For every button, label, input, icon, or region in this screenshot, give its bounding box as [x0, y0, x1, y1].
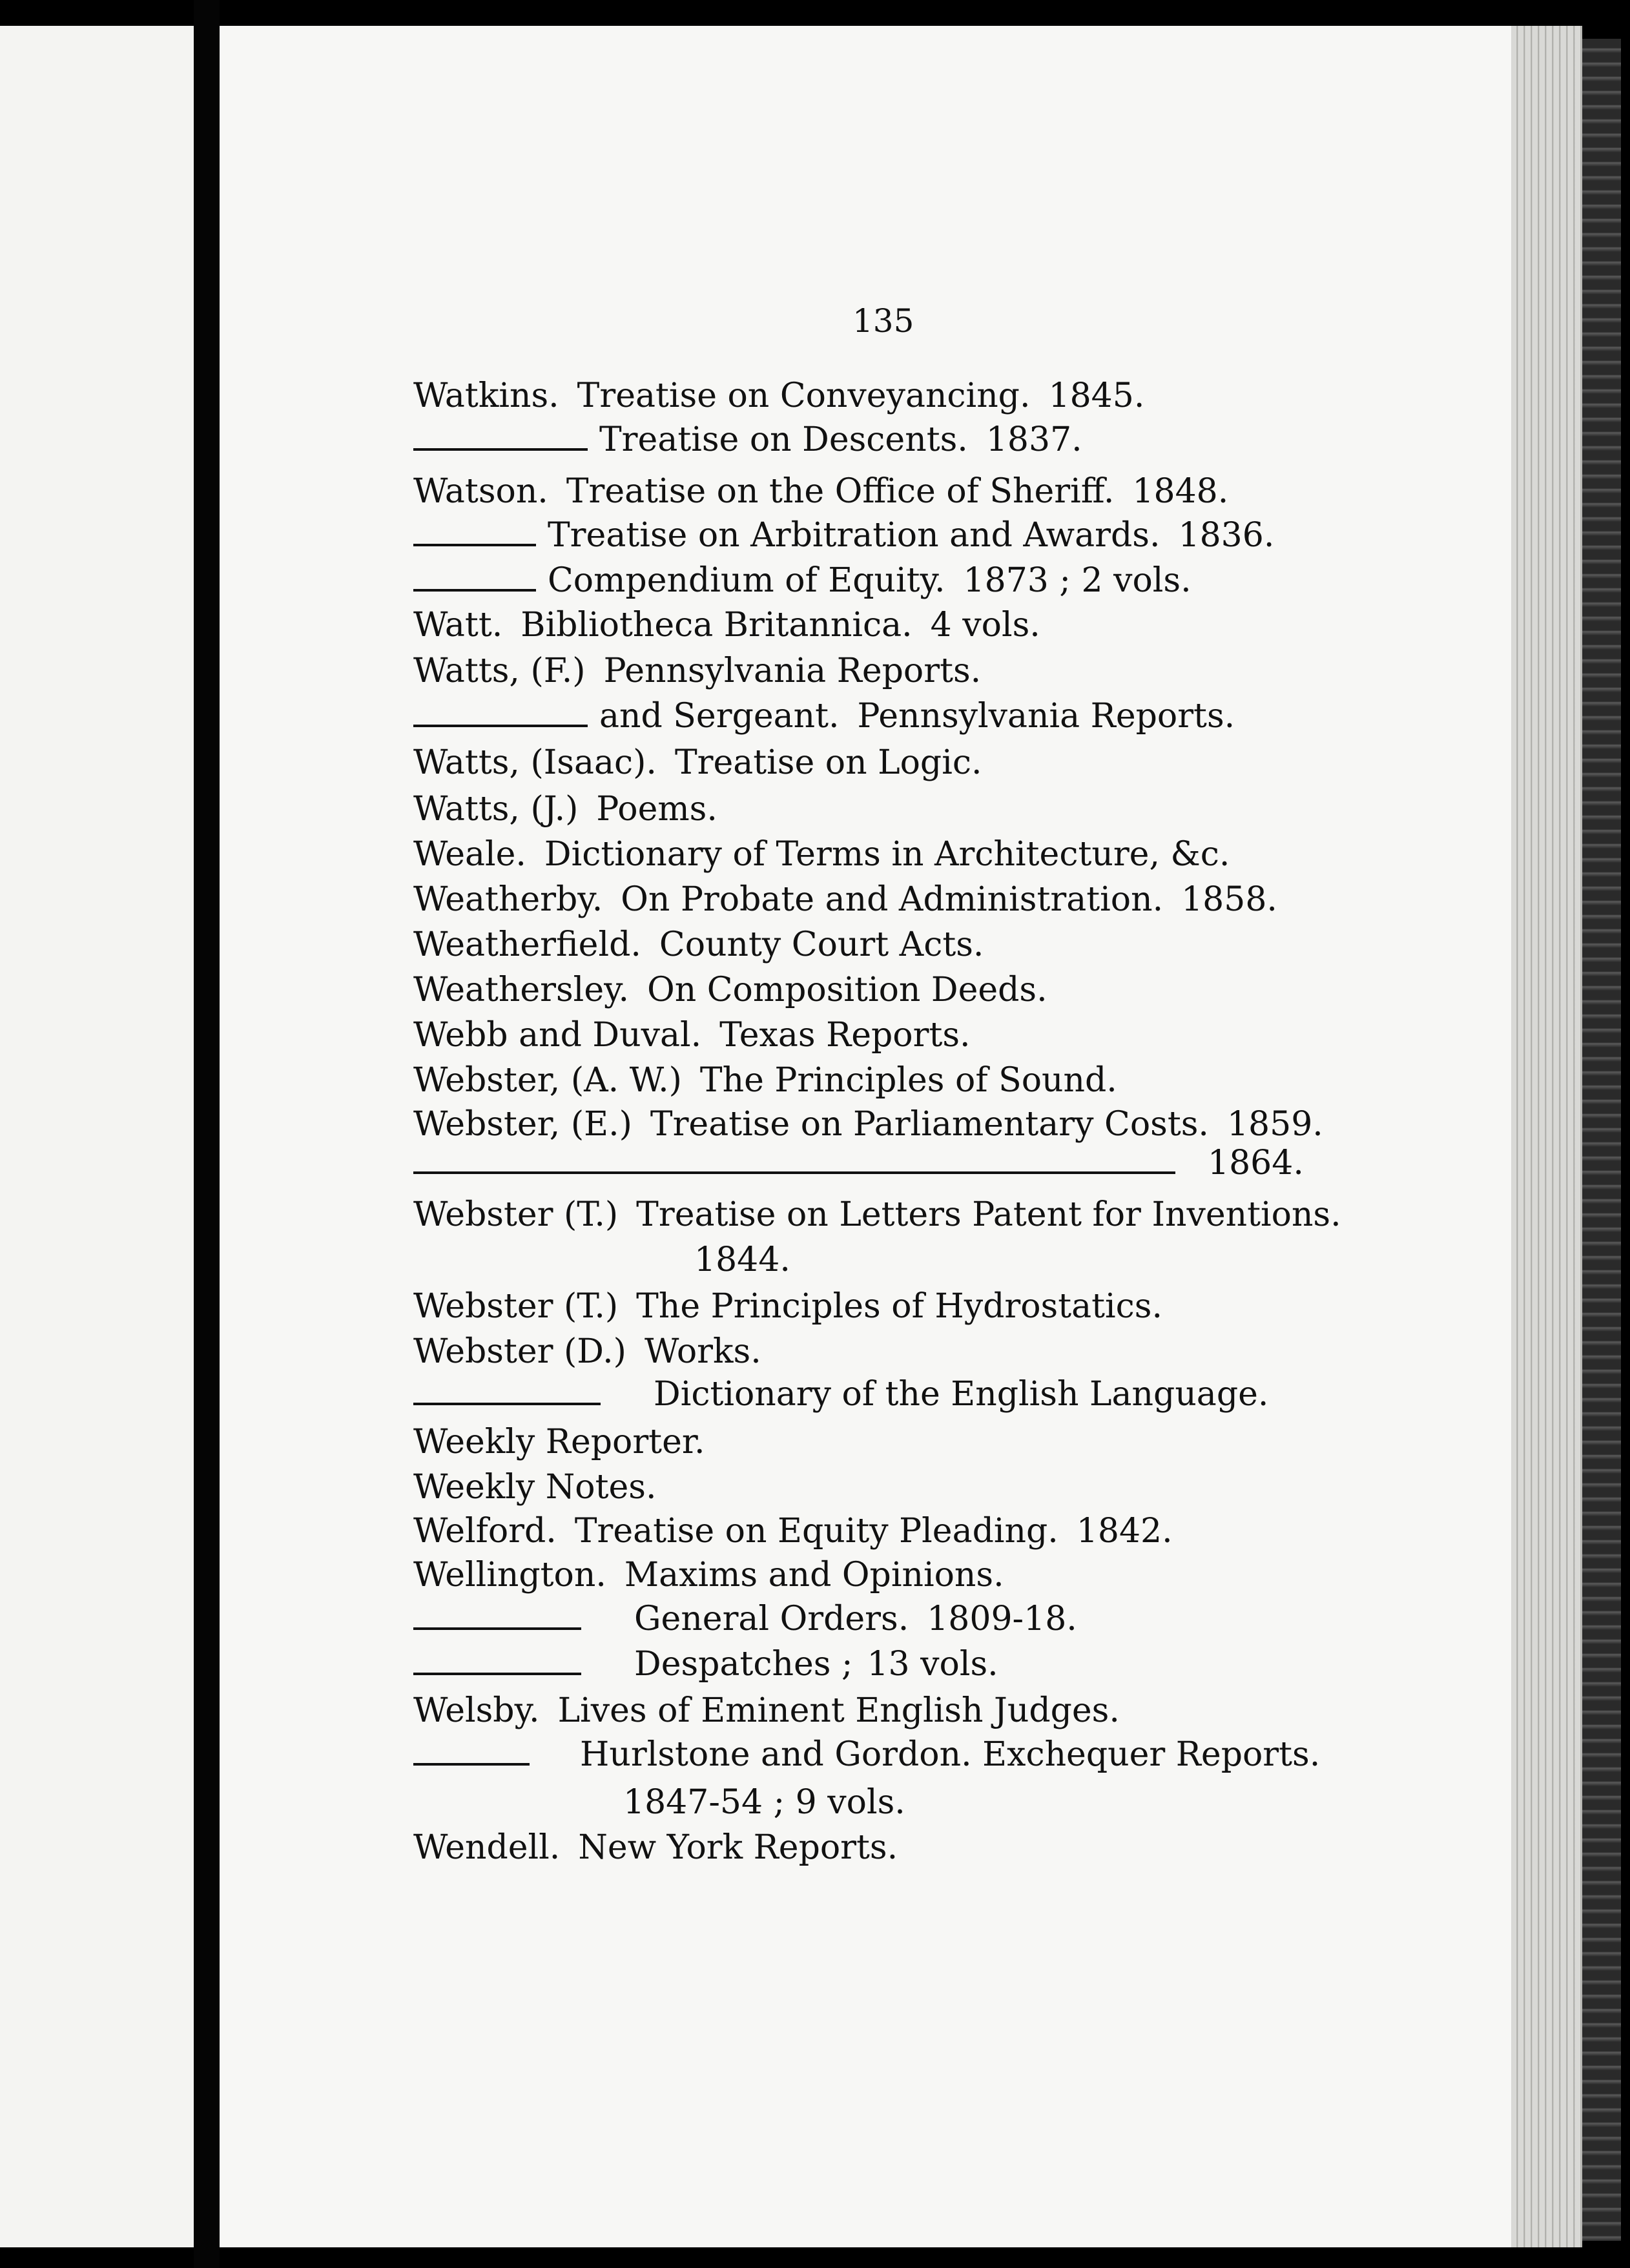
- entry-title: and Sergeant.: [599, 697, 840, 736]
- entry-title: The Principles of Sound.: [699, 1061, 1117, 1100]
- catalog-entry: [413, 515, 1274, 555]
- entry-author: Weatherfield.: [413, 925, 641, 964]
- catalog-entry: [413, 1286, 1162, 1326]
- catalog-entry: [413, 1374, 1268, 1414]
- entry-title: Maxims and Opinions.: [624, 1556, 1004, 1594]
- entry-title: Lives of Eminent English Judges.: [557, 1691, 1120, 1730]
- catalog-entry: [413, 651, 981, 691]
- entry-title: On Composition Deeds.: [647, 971, 1047, 1009]
- entry-author: Webster, (A. W.): [413, 1061, 682, 1100]
- entry-info: 1848.: [1132, 472, 1229, 511]
- catalog-entry: [413, 1644, 998, 1684]
- entry-author: Wellington.: [413, 1556, 606, 1594]
- catalog-entry: [413, 1735, 1320, 1775]
- page-edges: [1511, 26, 1582, 2247]
- catalog-entry: [413, 1104, 1323, 1144]
- entry-author: Watson.: [413, 472, 548, 511]
- entry-title: Hurlstone and Gordon. Exchequer Reports.: [580, 1735, 1321, 1774]
- previous-page-edge: [0, 26, 196, 2247]
- catalog-entry: [413, 420, 1082, 460]
- catalog-entry: [413, 834, 1230, 874]
- ditto-dash: [413, 1763, 530, 1766]
- entry-title: County Court Acts.: [659, 925, 984, 964]
- entry-continuation: 1844.: [694, 1241, 790, 1279]
- entry-title: The Principles of Hydrostatics.: [636, 1287, 1162, 1326]
- book-gutter: [194, 0, 220, 2268]
- entry-author: Watt.: [413, 606, 503, 644]
- entry-title: On Probate and Administration.: [621, 880, 1164, 919]
- entry-author: Watts, (F.): [413, 652, 586, 690]
- entry-title: Treatise on Parliamentary Costs.: [650, 1105, 1209, 1144]
- catalog-entry: [413, 561, 1192, 601]
- entry-info: Pennsylvania Reports.: [857, 697, 1235, 736]
- entry-author: Webster (T.): [413, 1287, 619, 1326]
- entry-author: Webster (T.): [413, 1195, 619, 1234]
- entry-author: Weatherby.: [413, 880, 603, 919]
- book-cover-edge: [1582, 39, 1621, 2241]
- catalog-entry: [413, 1691, 1120, 1731]
- entry-author: Weathersley.: [413, 971, 630, 1009]
- entry-title: Poems.: [596, 790, 717, 829]
- catalog-entry: [413, 789, 717, 829]
- entry-info: 1809-18.: [927, 1600, 1077, 1638]
- ditto-dash: [413, 1403, 601, 1405]
- page-number: 135: [852, 302, 914, 340]
- entry-author: Welford.: [413, 1512, 557, 1551]
- ditto-dash: [413, 1171, 1175, 1174]
- catalog-entry: [413, 1143, 1304, 1183]
- catalog-entry: [413, 1511, 1173, 1551]
- catalog-entry: [413, 1555, 1004, 1595]
- catalog-entry: [413, 1195, 1341, 1235]
- entry-title: Pennsylvania Reports.: [603, 652, 982, 690]
- catalog-entry: [413, 1060, 1117, 1100]
- entry-title: General Orders.: [634, 1600, 909, 1638]
- entry-author: Wendell.: [413, 1828, 561, 1867]
- entry-info: 13 vols.: [867, 1645, 998, 1684]
- entry-author: Weekly Reporter.: [413, 1423, 705, 1461]
- catalog-entry: [413, 880, 1277, 920]
- ditto-dash: [413, 1673, 581, 1675]
- catalog-entry: [413, 1467, 657, 1507]
- catalog-entry: [413, 970, 1047, 1010]
- ditto-dash: [413, 1627, 581, 1630]
- entry-info: 1859.: [1226, 1105, 1323, 1144]
- entry-continuation: 1847-54 ; 9 vols.: [623, 1783, 905, 1822]
- entry-title: Despatches ;: [634, 1645, 853, 1684]
- entry-info: 1873 ; 2 vols.: [963, 561, 1192, 600]
- catalog-entry: [413, 696, 1235, 736]
- entry-info: 1837.: [985, 420, 1082, 459]
- ditto-dash: [413, 544, 536, 546]
- entry-title: Texas Reports.: [719, 1016, 971, 1055]
- entry-author: Webb and Duval.: [413, 1016, 702, 1055]
- catalog-entry: [413, 1015, 971, 1055]
- entry-title: Works.: [644, 1332, 761, 1371]
- entry-author: Welsby.: [413, 1691, 540, 1730]
- entry-author: Weale.: [413, 835, 526, 874]
- entry-title: Bibliotheca Britannica.: [521, 606, 913, 644]
- entry-title: Treatise on Letters Patent for Inventions.: [636, 1195, 1341, 1234]
- entry-author: Watts, (J.): [413, 790, 579, 829]
- entry-author: Watts, (Isaac).: [413, 743, 657, 782]
- catalog-entry: [413, 471, 1228, 511]
- entry-info: 1845.: [1048, 376, 1145, 415]
- entry-title: Treatise on Equity Pleading.: [574, 1512, 1058, 1551]
- entry-title: Dictionary of the English Language.: [654, 1375, 1269, 1414]
- entry-info: 1836.: [1178, 516, 1275, 555]
- catalog-entry: [413, 1828, 898, 1868]
- entry-author: Weekly Notes.: [413, 1468, 657, 1507]
- entry-info: 4 vols.: [930, 606, 1040, 644]
- entry-title: Treatise on Descents.: [599, 420, 968, 459]
- entry-title: Dictionary of Terms in Architecture, &c.: [544, 835, 1230, 874]
- catalog-entry: [413, 1599, 1077, 1639]
- catalog-entry: [413, 925, 984, 965]
- entry-title: Treatise on Conveyancing.: [577, 376, 1031, 415]
- entry-title: Treatise on Logic.: [674, 743, 982, 782]
- entry-title: New York Reports.: [578, 1828, 898, 1867]
- catalog-entry: [413, 605, 1040, 645]
- catalog-entry: [413, 376, 1144, 416]
- entry-author: Webster (D.): [413, 1332, 626, 1371]
- entry-author: Webster, (E.): [413, 1105, 632, 1144]
- entry-title: Treatise on Arbitration and Awards.: [548, 516, 1161, 555]
- ditto-dash: [413, 589, 536, 592]
- catalog-entry: [413, 1422, 705, 1462]
- entry-info: 1864.: [1208, 1144, 1304, 1182]
- catalog-entry: [413, 1332, 761, 1372]
- ditto-dash: [413, 448, 588, 451]
- entry-title: Compendium of Equity.: [548, 561, 945, 600]
- ditto-dash: [413, 725, 588, 727]
- entry-info: 1858.: [1181, 880, 1277, 919]
- catalog-entry: [413, 743, 982, 783]
- entry-info: 1842.: [1076, 1512, 1173, 1551]
- entry-title: Treatise on the Office of Sheriff.: [566, 472, 1115, 511]
- entry-author: Watkins.: [413, 376, 559, 415]
